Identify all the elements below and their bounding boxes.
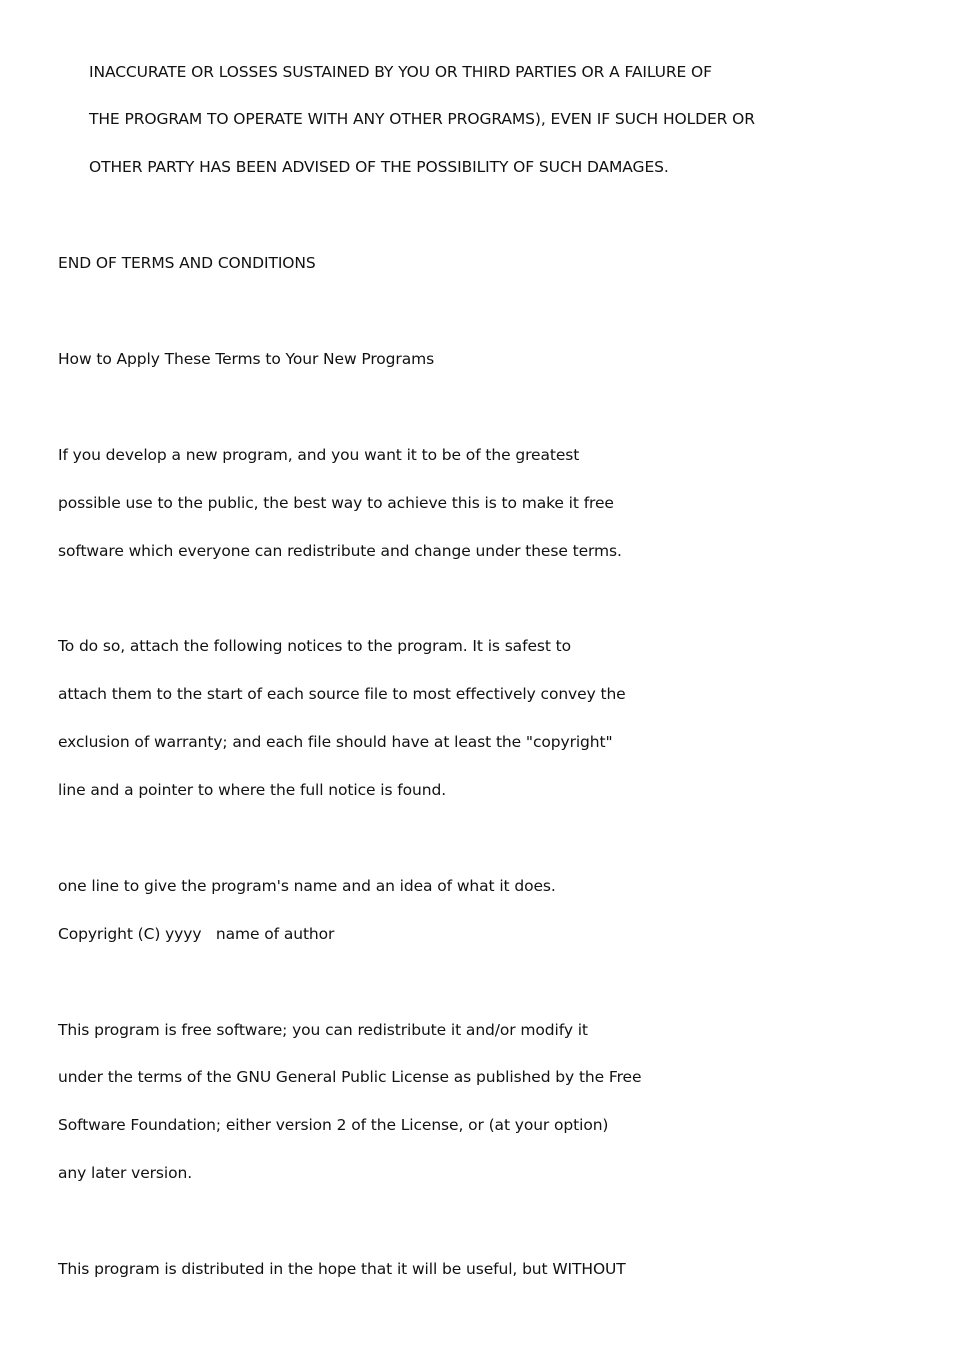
end-of-terms-heading: END OF TERMS AND CONDITIONS <box>58 254 316 272</box>
attach-line-2: attach them to the start of each source file to most effectively convey the <box>58 685 626 703</box>
intro-line-3: software which everyone can redistribute and change under these terms. <box>58 542 622 560</box>
notice-program-name-line: one line to give the program's name and an idea of what it does. <box>58 877 556 895</box>
attach-line-4: line and a pointer to where the full notice is found. <box>58 781 447 799</box>
notice-copyright-line: Copyright (C) yyyy name of author <box>58 925 335 943</box>
intro-line-2: possible use to the public, the best way to achieve this is to make it free <box>58 494 614 512</box>
intro-line-1: If you develop a new program, and you want it to be of the greatest <box>58 446 580 464</box>
how-to-apply-heading: How to Apply These Terms to Your New Programs <box>58 350 435 368</box>
free-software-line-1: This program is free software; you can redistribute it and/or modify it <box>58 1021 588 1039</box>
damages-line-3: OTHER PARTY HAS BEEN ADVISED OF THE POSSIBILITY OF SUCH DAMAGES. <box>89 158 669 176</box>
distributed-hope-line-1: This program is distributed in the hope that it will be useful, but WITHOUT <box>58 1260 626 1278</box>
free-software-line-4: any later version. <box>58 1164 193 1182</box>
free-software-line-3: Software Foundation; either version 2 of the License, or (at your option) <box>58 1116 609 1134</box>
free-software-line-2: under the terms of the GNU General Public License as published by the Free <box>58 1068 642 1086</box>
damages-line-2: THE PROGRAM TO OPERATE WITH ANY OTHER PROGRAMS), EVEN IF SUCH HOLDER OR <box>89 110 755 128</box>
attach-line-1: To do so, attach the following notices to the program. It is safest to <box>58 637 572 655</box>
damages-line-1: INACCURATE OR LOSSES SUSTAINED BY YOU OR THIRD PARTIES OR A FAILURE OF <box>89 63 712 81</box>
attach-line-3: exclusion of warranty; and each file should have at least the "copyright" <box>58 733 613 751</box>
